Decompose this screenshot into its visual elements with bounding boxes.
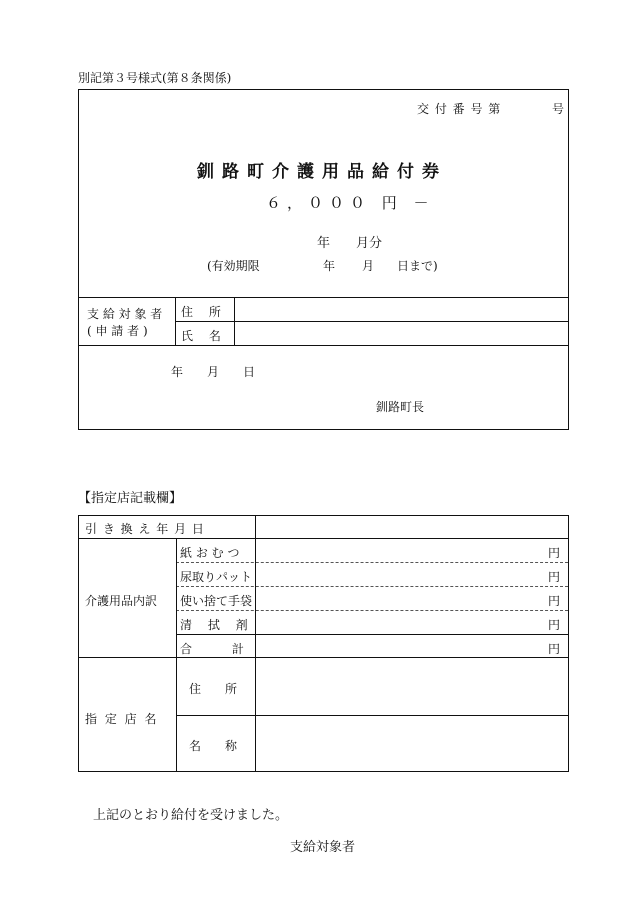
divider (176, 634, 568, 635)
name-field (236, 323, 566, 343)
voucher-title: 釧路町介護用品給付券 (197, 162, 447, 182)
total-unit: 円 (547, 642, 560, 656)
date-month: 月分 (356, 236, 383, 251)
divider (79, 538, 568, 539)
store-table (78, 515, 569, 772)
validity-open: (有効期限 (207, 259, 260, 273)
address-label: 住 所 (181, 305, 221, 319)
receipt-text: 上記のとおり給付を受けました。 (93, 808, 289, 823)
store-address-field (257, 659, 562, 713)
form-reference: 別記第３号様式(第８条関係) (78, 71, 232, 85)
validity-year: 年 (323, 259, 336, 273)
issue-number-label: 交 付 番 号 第 (417, 102, 502, 116)
divider (79, 657, 568, 658)
divider (255, 538, 256, 771)
validity-month: 月 (362, 259, 375, 273)
item-urine-pad-unit: 円 (547, 570, 560, 584)
exchange-date-field (257, 518, 562, 536)
exchange-date-label: 引 き 換 え 年 月 日 (85, 522, 205, 536)
item-paper-diaper-unit: 円 (547, 546, 560, 560)
voucher-amount: ６，０００ 円 － (266, 194, 435, 212)
recipient-signature-label: 支給対象者 (290, 840, 356, 855)
total-label: 合 計 (180, 642, 244, 656)
store-address-label: 住 所 (189, 682, 238, 696)
item-disposable-gloves: 使い捨て手袋 (180, 594, 253, 608)
validity-day: 日まで) (397, 259, 438, 273)
applicant-label: ( 申 請 者 ) (87, 324, 148, 338)
name-label: 氏 名 (181, 329, 221, 343)
issue-day: 日 (243, 365, 256, 379)
divider (175, 297, 176, 345)
store-label: 指 定 店 名 (85, 712, 159, 726)
divider (176, 586, 568, 587)
divider (79, 297, 568, 298)
issue-number-suffix: 号 (552, 102, 565, 116)
recipient-label: 支 給 対 象 者 (87, 307, 163, 321)
item-wipe-agent: 清 拭 剤 (180, 618, 248, 632)
address-field (236, 299, 566, 319)
divider (255, 516, 256, 538)
breakdown-label: 介護用品内訳 (85, 594, 158, 608)
issue-year: 年 (171, 365, 184, 379)
store-name-field (257, 717, 562, 769)
store-section-heading: 【指定店記載欄】 (78, 491, 183, 506)
divider (79, 345, 568, 346)
issuer: 釧路町長 (376, 400, 425, 414)
voucher-box (78, 89, 569, 430)
issue-month: 月 (207, 365, 220, 379)
divider (176, 562, 568, 563)
item-disposable-gloves-unit: 円 (547, 594, 560, 608)
divider (176, 538, 177, 771)
divider (234, 297, 235, 345)
item-urine-pad: 尿取りパット (180, 570, 253, 584)
divider (176, 715, 568, 716)
date-year: 年 (317, 236, 331, 251)
store-name-label: 名 称 (189, 739, 238, 753)
item-paper-diaper: 紙 お む つ (180, 546, 240, 560)
divider (176, 610, 568, 611)
item-wipe-agent-unit: 円 (547, 618, 560, 632)
